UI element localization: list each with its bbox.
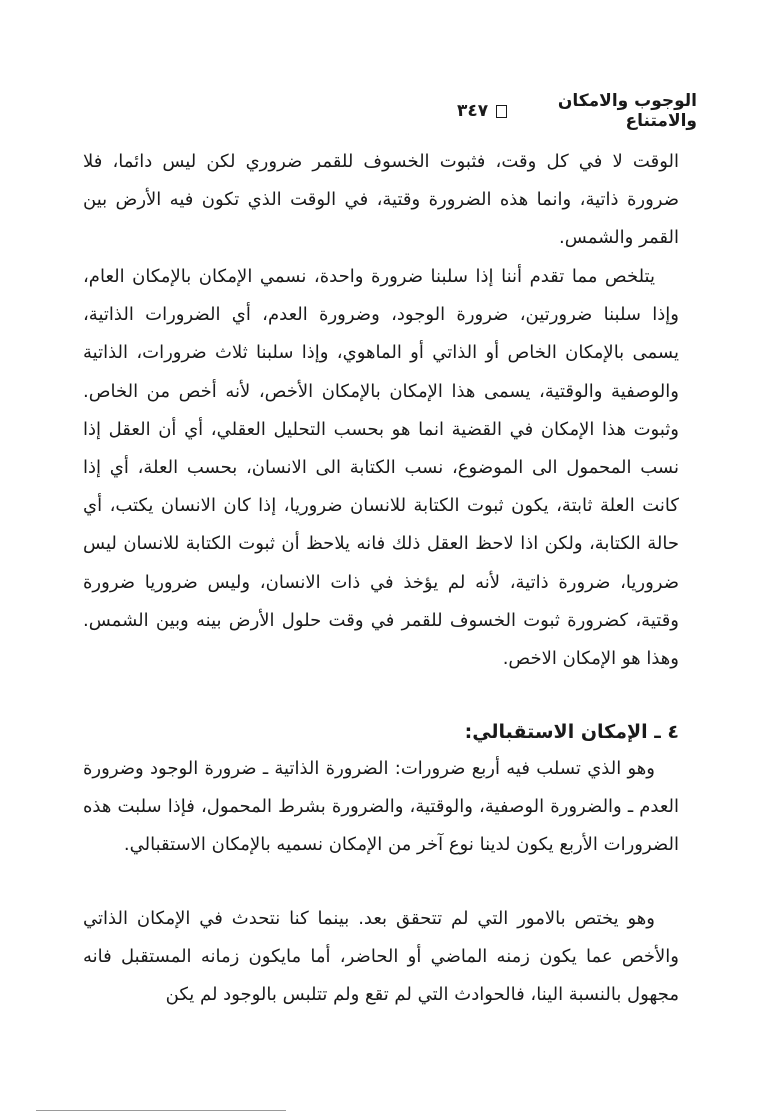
paragraph-1: الوقت لا في كل وقت، فثبوت الخسوف للقمر ضروري لكن ليس دائما، فلا ضرورة ذاتية، وانما هذه الضرورة وقتية، في الوقت الذي تكون فيه الأرض بين القمر والشمس. [83, 151, 679, 249]
paragraph-2: يتلخص مما تقدم أننا إذا سلبنا ضرورة واحدة، نسمي الإمكان بالإمكان العام، وإذا سلبنا ضرورتين، ضرورة الوجود، وضرورة العدم، أي الضرورات الذاتية، يسمى بالإمكان الخاص أو الذاتي أو الماهوي، وإذا سلبنا ثلاث ضرورات، الذاتية والوصفية والوقتية، يسمى هذا الإمكان بالإمكان الأخص، لأنه أخص من الخاص. وثبوت هذا الإمكان في القضية انما هو بحسب التحليل العقلي، أي أن العقل إذا نسب المحمول الى الموضوع، نسب الكتابة الى الانسان، بحسب العلة، أي إذا كانت العلة ثابتة، يكون ثبوت الكتابة للانسان ضروريا، إذا كان الانسان يكتب، أي حالة الكتابة، ولكن اذا لاحظ العقل ذلك فانه يلاحظ أن ثبوت الكتابة للانسان ليس ضروريا، ضرورة ذاتية، لأنه لم يؤخذ في ذات الانسان، وليس ضروريا ضرورة وقتية، كضرورة ثبوت الخسوف للقمر في وقت حلول الأرض بينه وبين الشمس. وهذا هو الإمكان الاخص. [83, 266, 679, 670]
section-heading: ٤ ـ الإمكان الاستقبالي: [464, 721, 679, 743]
page-number: ٣٤٧ [457, 101, 489, 121]
section-paragraph-2: وهو يختص بالامور التي لم تتحقق بعد. بينما كنا نتحدث في الإمكان الذاتي والأخص عما يكون زمنه الماضي أو الحاضر، أما مايكون زمانه المستقبل فانه مجهول بالنسبة الينا، فالحوادث التي لم تقع ولم تتلبس بالوجود لم يكن [83, 908, 679, 1006]
section-paragraph-1: وهو الذي تسلب فيه أربع ضرورات: الضرورة الذاتية ـ ضرورة الوجود وضرورة العدم ـ والضرورة الوصفية، والوقتية، والضرورة بشرط المحمول، فإذا سلبت هذه الضرورات الأربع يكون لدينا نوع آخر من الإمكان نسميه بالإمكان الاستقبالي. [83, 758, 679, 856]
square-ornament-icon [496, 105, 507, 118]
running-header [457, 91, 697, 131]
header-title: الوجوب والامكان والامتناع [557, 91, 697, 131]
footer-rule [36, 1110, 286, 1111]
